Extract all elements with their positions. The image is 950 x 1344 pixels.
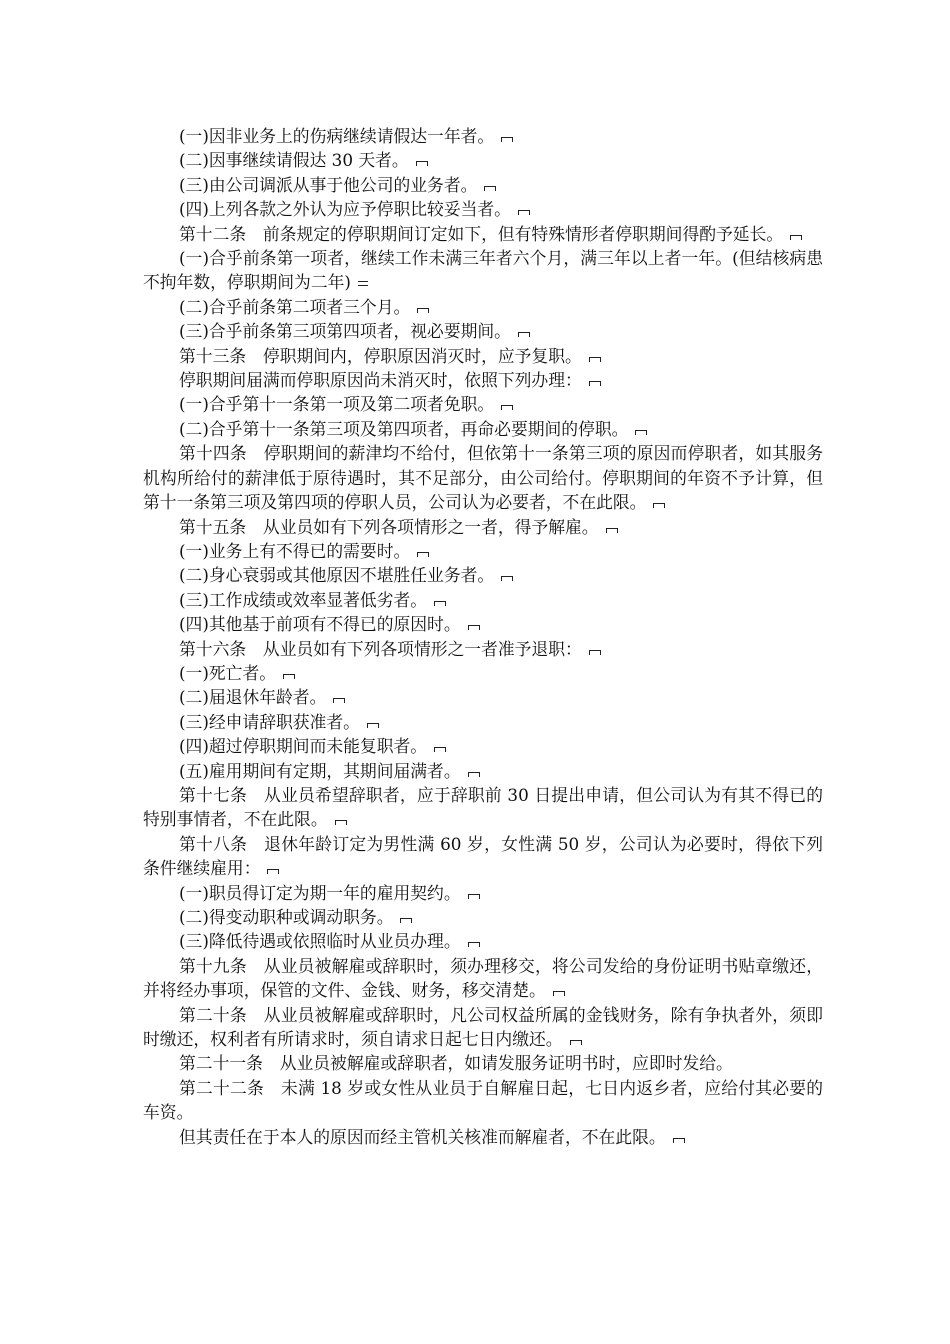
paragraph-mark-icon: [652, 500, 666, 509]
paragraph: 第十八条 退休年龄订定为男性满 60 岁，女性满 50 岁，公司认为必要时，得依下列条件继续雇用：: [143, 833, 823, 879]
paragraph-mark-icon: [517, 329, 531, 338]
paragraph: (一)因非业务上的伤病继续请假达一年者。: [143, 124, 823, 148]
paragraph-mark-icon: [569, 1037, 583, 1046]
line-break-icon: [357, 280, 369, 289]
paragraph-mark-icon: [399, 915, 413, 924]
paragraph: (一)合乎前条第一项者，继续工作未满三年者六个月，满三年以上者一年。(但结核病患不拘年数，停职期间为二年): [143, 248, 823, 293]
paragraph-mark-icon: [467, 622, 481, 631]
paragraph: (二)届退休年龄者。: [143, 685, 823, 709]
paragraph-mark-icon: [366, 720, 380, 729]
paragraph-mark-icon: [266, 866, 280, 875]
paragraph: (三)由公司调派从事于他公司的业务者。: [143, 173, 823, 197]
paragraph: (三)工作成绩或效率显著低劣者。: [143, 588, 823, 612]
paragraph: 第十九条 从业员被解雇或辞职时，须办理移交，将公司发给的身份证明书贴章缴还，并将经办事项，保管的文件、金钱、财务，移交清楚。: [143, 955, 823, 1001]
paragraph: 第十三条 停职期间内，停职原因消灭时，应予复职。: [143, 344, 823, 368]
paragraph-mark-icon: [500, 573, 514, 582]
paragraph: 第二十一条 从业员被解雇或辞职者，如请发服务证明书时，应即时发给。: [179, 1053, 733, 1074]
paragraph: (三)合乎前条第三项第四项者，视必要期间。: [143, 319, 823, 343]
paragraph-mark-icon: [433, 598, 447, 607]
paragraph: 第十二条 前条规定的停职期间订定如下，但有特殊情形者停职期间得酌予延长。: [143, 222, 823, 246]
paragraph: 第十五条 从业员如有下列各项情形之一者，得予解雇。: [143, 515, 823, 539]
paragraph: 第十四条 停职期间的薪津均不给付，但依第十一条第三项的原因而停职者，如其服务机构所给付的薪津低于原待遇时，其不足部分，由公司给付。停职期间的年资不予计算，但第十一条第三项及第四项的停职人员，公司认为必要者，不在此限。: [143, 443, 823, 513]
paragraph: 第十六条 从业员如有下列各项情形之一者准予退职：: [143, 637, 823, 661]
paragraph-mark-icon: [332, 695, 346, 704]
paragraph-mark-icon: [500, 134, 514, 143]
paragraph-mark-icon: [500, 402, 514, 411]
paragraph: (四)其他基于前项有不得已的原因时。: [143, 612, 823, 636]
paragraph: (三)经申请辞职获准者。: [143, 710, 823, 734]
paragraph: 停职期间届满而停职原因尚未消灭时，依照下列办理：: [143, 368, 823, 392]
paragraph: (二)因事继续请假达 30 天者。: [143, 148, 823, 172]
paragraph: (二)身心衰弱或其他原因不堪胜任业务者。: [143, 563, 823, 587]
paragraph-mark-icon: [588, 354, 602, 363]
paragraph-mark-icon: [334, 817, 348, 826]
paragraph-mark-icon: [483, 183, 497, 192]
paragraph: 第二十条 从业员被解雇或辞职时，凡公司权益所属的金钱财务，除有争执者外，须即时缴还，权利者有所请求时，须自请求日起七日内缴还。: [143, 1004, 823, 1050]
paragraph-mark-icon: [789, 232, 803, 241]
paragraph: (二)得变动职种或调动职务。: [143, 905, 823, 929]
paragraph-mark-icon: [588, 378, 602, 387]
paragraph-mark-icon: [467, 891, 481, 900]
paragraph-mark-icon: [552, 988, 566, 997]
paragraph: (五)雇用期间有定期，其期间届满者。: [143, 759, 823, 783]
paragraph: (四)超过停职期间而未能复职者。: [143, 734, 823, 758]
paragraph: 第十七条 从业员希望辞职者，应于辞职前 30 日提出申请，但公司认为有其不得已的特别事情者，不在此限。: [143, 784, 823, 830]
paragraph-mark-icon: [672, 1135, 686, 1144]
paragraph: 第二十二条 未满 18 岁或女性从业员于自解雇日起，七日内返乡者，应给付其必要的车资。: [143, 1077, 823, 1123]
paragraph-mark-icon: [588, 647, 602, 656]
paragraph: (一)死亡者。: [143, 661, 823, 685]
paragraph: (一)合乎第十一条第一项及第二项者免职。: [143, 392, 823, 416]
paragraph-mark-icon: [433, 744, 447, 753]
paragraph: 但其责任在于本人的原因而经主管机关核准而解雇者，不在此限。: [143, 1125, 823, 1149]
paragraph-mark-icon: [517, 207, 531, 216]
paragraph-mark-icon: [467, 769, 481, 778]
paragraph: (四)上列各款之外认为应予停职比较妥当者。: [143, 197, 823, 221]
paragraph-mark-icon: [415, 158, 429, 167]
paragraph: (一)业务上有不得已的需要时。: [143, 539, 823, 563]
paragraph-mark-icon: [416, 305, 430, 314]
paragraph-mark-icon: [634, 427, 648, 436]
paragraph-mark-icon: [416, 549, 430, 558]
paragraph-mark-icon: [605, 525, 619, 534]
paragraph-mark-icon: [467, 939, 481, 948]
paragraph: (一)职员得订定为期一年的雇用契约。: [143, 881, 823, 905]
document-page: [143, 124, 823, 1149]
paragraph: (二)合乎第十一条第三项及第四项者，再命必要期间的停职。: [143, 417, 823, 441]
paragraph: (二)合乎前条第二项者三个月。: [143, 295, 823, 319]
paragraph: (三)降低待遇或依照临时从业员办理。: [143, 929, 823, 953]
paragraph-mark-icon: [282, 671, 296, 680]
